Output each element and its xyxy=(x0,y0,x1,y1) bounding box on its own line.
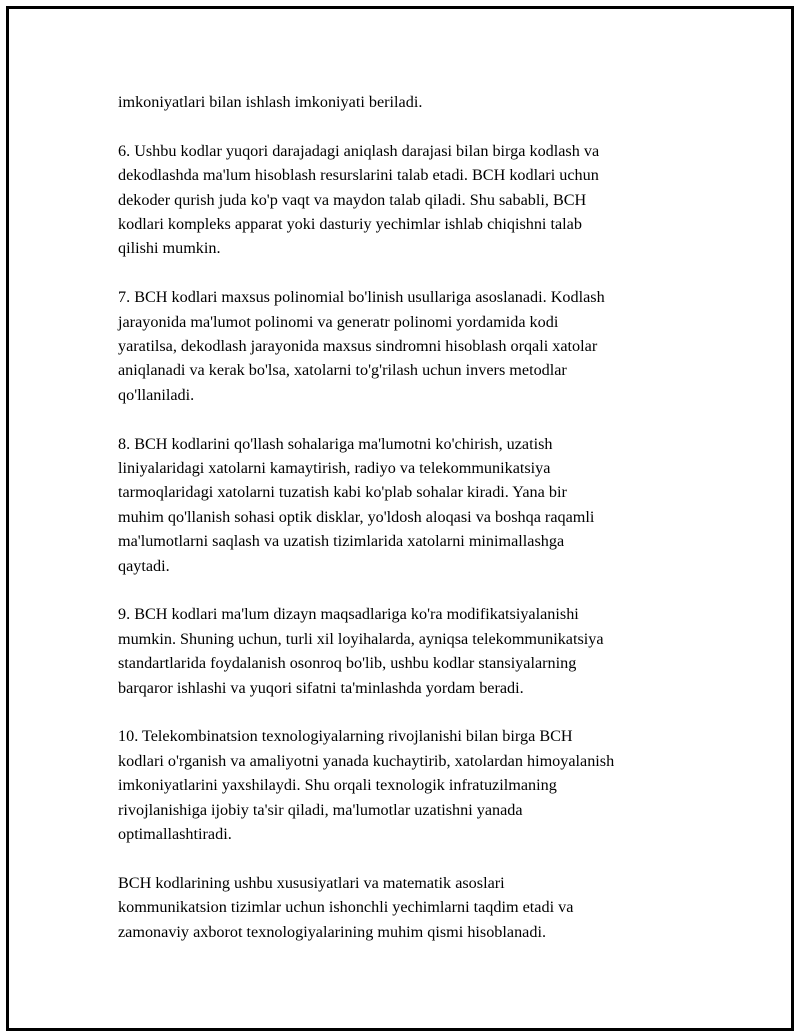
paragraph-item-6: 6. Ushbu kodlar yuqori darajadagi aniqlash darajasi bilan birga kodlash va dekodlashda ma'lum hisoblash resurslarini talab etadi. BCH kodlari uchun dekoder qurish juda ko'p vaqt va maydon talab qiladi. Shu sababli, BCH kodlari kompleks apparat yoki dasturiy yechimlar ishlab chiqishni talab qilishi mumkin. xyxy=(118,141,600,258)
paragraph-continuation: imkoniyatlari bilan ishlash imkoniyati beriladi. xyxy=(118,93,423,111)
paragraph-item-8: 8. BCH kodlarini qo'llash sohalariga ma'lumotni ko'chirish, uzatish liniyalaridagi xatolarni kamaytirish, radiyo va telekommunikatsiya tarmoqlaridagi xatolarni tuzatish kabi ko'plab sohalar kiradi. Yana bir muhim qo'llanish sohasi optik disklar, yo'ldosh aloqasi va boshqa raqamli ma'lumotlarni saqlash va uzatish tizimlarida xatolarni minimallashga qaytadi. xyxy=(118,434,595,575)
paragraph-item-9: 9. BCH kodlari ma'lum dizayn maqsadlariga ko'ra modifikatsiyalanishi mumkin. Shuning uchun, turli xil loyihalarda, ayniqsa telekommunikatsiya standartlarida foydalanish osonroq bo'lib, ushbu kodlar stansiyalarning barqaror ishlashi va yuqori sifatni ta'minlashda yordam beradi. xyxy=(118,605,604,697)
document-body xyxy=(118,90,708,969)
paragraph-item-10: 10. Telekombinatsion texnologiyalarning rivojlanishi bilan birga BCH kodlari o'rganish va amaliyotni yanada kuchaytirib, xatolardan himoyalanish imkoniyatlarini yaxshilaydi. Shu orqali texnologik infratuzilmaning rivojlanishiga ijobiy ta'sir qiladi, ma'lumotlar uzatishni yanada optimallashtiradi. xyxy=(118,727,615,844)
paragraph-conclusion: BCH kodlarining ushbu xususiyatlari va matematik asoslari kommunikatsion tizimlar uchun ishonchli yechimlarni taqdim etadi va zamonaviy axborot texnologiyalarining muhim qismi hisoblanadi. xyxy=(118,873,574,941)
paragraph-item-7: 7. BCH kodlari maxsus polinomial bo'linish usullariga asoslanadi. Kodlash jarayonida ma'lumot polinomi va generatr polinomi yordamida kodi yaratilsa, dekodlash jarayonida maxsus sindromni hisoblash orqali xatolar aniqlanadi va kerak bo'lsa, xatolarni to'g'rilash uchun invers metodlar qo'llaniladi. xyxy=(118,288,605,404)
